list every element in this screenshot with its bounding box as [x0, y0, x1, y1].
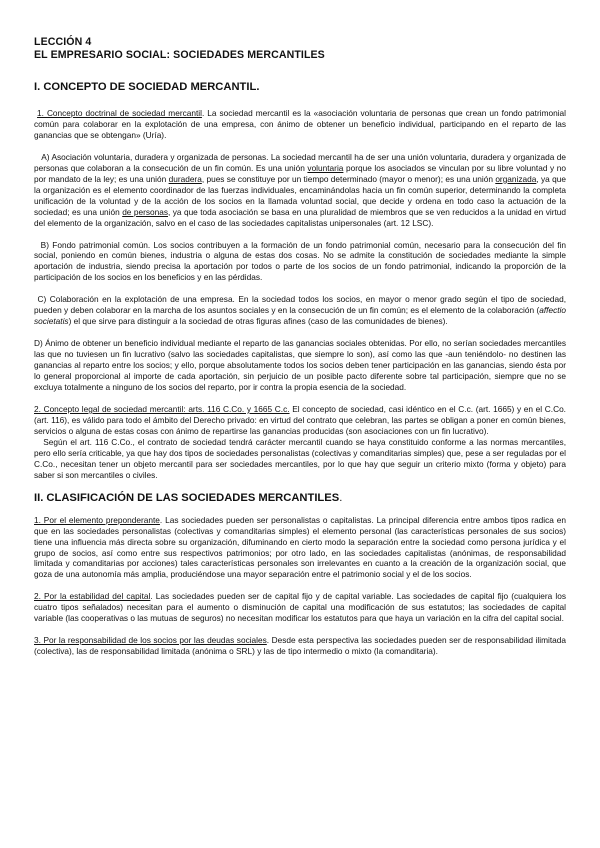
paragraph-concepto-legal: 2. Concepto legal de sociedad mercantil: arts. 116 C.Co. y 1665 C.c. El concepto de sociedad, casi idéntico en el C.c. (art. 1665) y en el C.Co. (art. 116), es válido para todo el ámbito del Derecho privado: en virtud del contrato que celebran, las partes se obligan a poner en común bienes, servicios o alguna de estas cosas con ánimo de repartirse las ganancias producidas (son asociaciones con un fin lucrativo). — [34, 403, 566, 436]
paragraph-elemento-preponderante: 1. Por el elemento preponderante. Las sociedades pueden ser personalistas o capitalistas. La principal diferencia entre ambos tipos radica en que en las sociedades personalistas (colectivas y comanditarias simples) el elemento personal (las características personales de sus socios) tiene una influencia más directa sobre su organización, difuminando en cierto modo la separación entre la sociedad como persona jurídica y el grupo de socios, así como entre sus respectivos patrimonios; por otro lado, en las sociedades capitalistas (anónimas, de responsabilidad limitada y comanditarias por acciones) tales características personales son irrelevantes en cuanto a la creación de la organización social, que goza de una autonomía más amplia, produciéndose una mayor separación entre el patrimonio social y el de los socios. — [34, 514, 567, 580]
subheading-concepto-legal: 2. Concepto legal de sociedad mercantil: arts. 116 C.Co. y 1665 C.c. — [34, 403, 290, 414]
paragraph-fondo-patrimonial: B) Fondo patrimonial común. Los socios contribuyen a la formación de un fondo patrimonial común, necesario para la consecución del fin social, poniendo en común bienes, industria o alguna de estas dos cosas. No se admite la constitución de sociedades mediante la simple aportación de industria, siendo precisa la aportación por todos o parte de los socios de un fondo patrimonial, indicando la proporción de la participación de los socios en los beneficios y en las pérdidas. — [34, 239, 566, 283]
subheading-concepto-doctrinal: 1. Concepto doctrinal de sociedad mercantil — [37, 108, 202, 118]
paragraph-asociacion-voluntaria: A) Asociación voluntaria, duradera y organizada de personas. La sociedad mercantil ha de ser una unión voluntaria, duradera y organizada de personas que colaboran a la consecución de un fin común. Es una unión voluntaria porque los asociados se vinculan por su libre voluntad y no por mandato de la ley; es una unión duradera, pues se constituye por un tiempo determinado (mayor o menor); es una unión organizada, ya que la organización es el elemento coordinador de las fuerzas individuales, encaminándolas hacia un fin común superior, determinando la completa unificación de la voluntad y de la acción de los socios en la llamada voluntad social, que decide y ordena en todo caso la actuación de la sociedad; es una unión de personas, ya que toda asociación se basa en una pluralidad de miembros que se ven reducidos a la unidad en virtud del elemento de la organización, salvo en el caso de las sociedades capitalistas unipersonales (art. 12 LSC). — [34, 151, 566, 228]
lesson-number: LECCIÓN 4 — [34, 36, 92, 48]
section-heading-concepto: I. CONCEPTO DE SOCIEDAD MERCANTIL. — [34, 81, 260, 93]
lesson-title: EL EMPRESARIO SOCIAL: SOCIEDADES MERCANTILES — [34, 49, 325, 61]
subheading-estabilidad-capital: 2. Por la estabilidad del capital — [34, 591, 151, 602]
section-heading-clasificacion: II. CLASIFICACIÓN DE LAS SOCIEDADES MERCANTILES. — [34, 491, 343, 504]
subheading-responsabilidad-socios: 3. Por la responsabilidad de los socios por las deudas sociales — [34, 635, 267, 646]
subheading-elemento-preponderante: 1. Por el elemento preponderante — [34, 514, 160, 525]
paragraph-estabilidad-capital: 2. Por la estabilidad del capital. Las sociedades pueden ser de capital fijo y de capital variable. Las sociedades de capital fijo (cualquiera los cuatro tipos señalados) necesitan para el aumento o disminución de capital una modificación de sus estatutos; las sociedades de capital variable (las cooperativas o las mutuas de seguros) no necesitan modificar los estatutos para que haya un variación en la cifra del capital social. — [34, 591, 566, 624]
paragraph-art-116: Según el art. 116 C.Co., el contrato de sociedad tendrá carácter mercantil cuando se haya constituido conforme a las normas mercantiles, pero ello sería criticable, ya que hay dos tipos de sociedades personalistas (colectivas y comanditarias simples) que, pese a ser reguladas por el C.Co., necesitan tener un objeto mercantil para ser sociedades mercantiles, por lo que hay que seguir un criterio mixto (forma y objeto) para saber si son mercantiles o civiles. — [34, 436, 566, 480]
paragraph-responsabilidad-socios: 3. Por la responsabilidad de los socios por las deudas sociales. Desde esta perspectiva las sociedades pueden ser de responsabilidad ilimitada (colectiva), las de responsabilidad limitada (anónima o SRL) y las de tipo intermedio o mixto (la comanditaria). — [34, 635, 566, 657]
paragraph-colaboracion: C) Colaboración en la explotación de una empresa. En la sociedad todos los socios, en mayor o menor grado según el tipo de sociedad, pueden y deben colaborar en la marcha de los asuntos sociales y en la consecución de un fin común; es el elemento de la colaboración (affectio societatis) el que sirve para distinguir a la sociedad de otras figuras afines (caso de las comunidades de bienes). — [34, 294, 567, 327]
paragraph-concepto-doctrinal: 1. Concepto doctrinal de sociedad mercantil. La sociedad mercantil es la «asociación voluntaria de personas que crean un fondo patrimonial común para colaborar en la explotación de una empresa, con ánimo de obtener un beneficio individual, participando en el reparto de las ganancias que se obtengan» (Uría). — [34, 108, 567, 140]
paragraph-animo-beneficio: D) Ánimo de obtener un beneficio individual mediante el reparto de las ganancias sociales obtenidas. Por ello, no serían sociedades mercantiles las que no tuviesen un fin lucrativo (salvo las sociedades capitalistas, que siempre lo son), así como las que -aun teniéndolo- no destinen las ganancias al reparto entre los socios; y ello, porque absolutamente todos los socios deben tener participación en las ganancias, siendo ésta por lo general proporcional al importe de cada aportación, sin perjuicio de un posible pacto diferente sobre tal participación, siempre que no se excluya totalmente a ninguno de los socios del reparto, por ir contra la propia esencia de la sociedad. — [34, 338, 566, 393]
